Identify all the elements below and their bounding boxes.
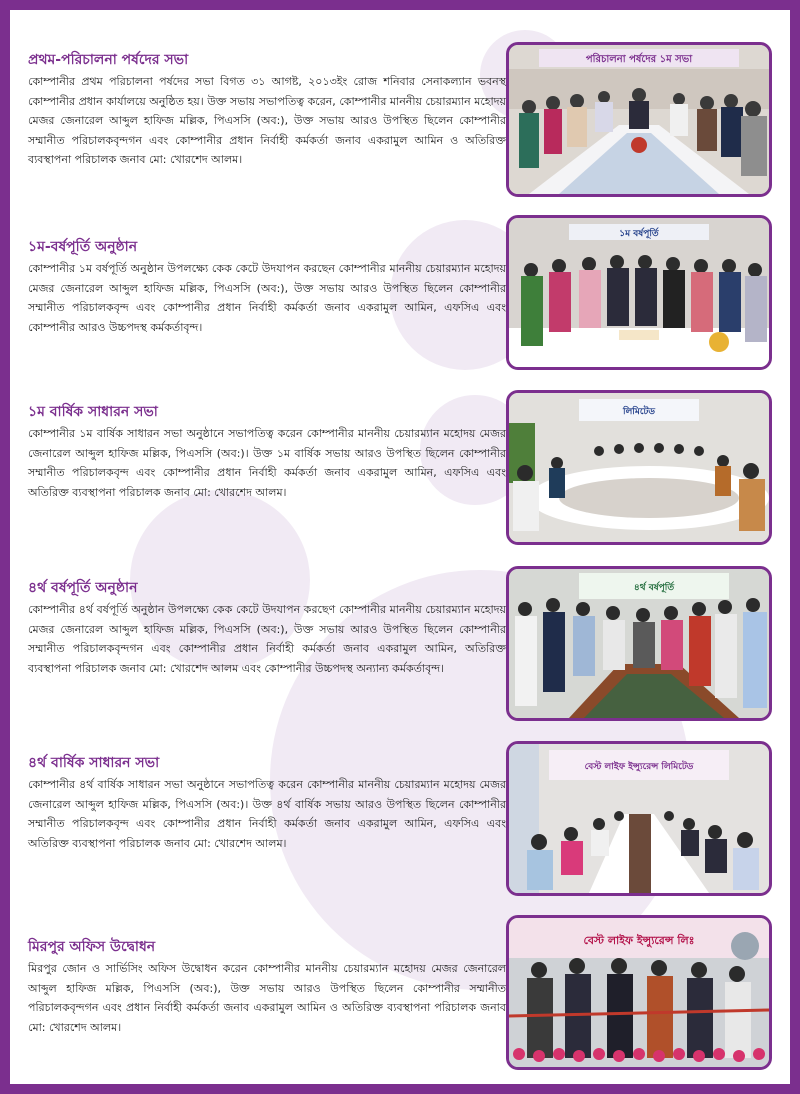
photo-banner-text: ১ম বর্ষপূর্তি — [619, 229, 659, 239]
news-section — [10, 741, 790, 901]
photo-banner-text: বেস্ট লাইফ ইন্স্যুরেন্স লিমিটেড — [584, 762, 694, 772]
anniversary-photo-illustration — [509, 569, 769, 718]
section-title: ১ম-বর্ষপূর্তি অনুষ্ঠান — [28, 239, 138, 255]
section-text — [28, 578, 506, 678]
section-title: প্রথম-পরিচালনা পর্ষদের সভা — [28, 52, 189, 68]
section-text — [28, 402, 506, 502]
section-body: কোম্পানীর ৪র্থ বার্ষিক সাধারন সভা অনুষ্ঠানে সভাপতিত্ব করেন কোম্পানীর মাননীয় চেয়ারম্যান মহোদয় মেজর জেনারেল আব্দুল হাফিজ মল্লিক, পিএসসি (অব:)। উক্ত ৪র্থ বার্ষিক সভায় আরও উপস্থিত ছিলেন কোম্পানীর সম্মানীত পরিচালকবৃন্দ এবং কোম্পানীর প্রধান নির্বাহী কর্মকর্তা জনাব একরামুল আমিন, এফসিএ এবং অতিরিক্ত ব্যবস্থাপনা পরিচালক জনাব মো: খোরশেদ আলম। — [28, 778, 506, 850]
section-title: ৪র্থ বার্ষিক সাধারন সভা — [28, 755, 160, 771]
section-text — [28, 237, 506, 337]
event-photo — [506, 915, 772, 1070]
section-title: ১ম বার্ষিক সাধারন সভা — [28, 404, 158, 420]
event-photo — [506, 741, 772, 896]
photo-banner-text: লিমিটেড — [623, 407, 655, 417]
agm-photo-illustration — [509, 393, 769, 542]
section-body: কোম্পানীর প্রথম পরিচালনা পর্ষদের সভা বিগত ৩১ আগষ্ট, ২০১৩ইং রোজ শনিবার সেনাকল্যান ভবনস্থ কোম্পানীর প্রধান কার্যালয়ে অনুষ্ঠিত হয়। উক্ত সভায় সভাপতিত্ব করেন, কোম্পানীর মাননীয় চেয়ারম্যান মহোদয় মেজর জেনারেল আব্দুল হাফিজ মল্লিক, পিএসসি (অব:), উক্ত সভায় আরও উপস্থিত ছিলেন কোম্পানীর সম্মানীত পরিচালকবৃন্দগন এবং কোম্পানীর প্রধান নির্বাহী কর্মকর্তা জনাব একরামুল আমিন ও অতিরিক্ত ব্যবস্থাপনা পরিচালক জনাব মো: খোরশেদ আলম। — [28, 75, 506, 167]
news-section — [10, 390, 790, 550]
section-body: মিরপুর জোন ও সার্ভিসিং অফিস উদ্বোধন করেন কোম্পানীর মাননীয় চেয়ারম্যান মহোদয় মেজর জেনারেল আব্দুল হাফিজ মল্লিক, পিএসসি (অব:), উক্ত সভায় আরও উপস্থিত ছিলেন কোম্পানীর সম্মানীত পরিচালকবৃন্দগন এবং প্রধান নির্বাহী কর্মকর্তা জনাব একরামুল আমিন ও অতিরিক্ত ব্যবস্থাপনা পরিচালক জনাব মো: খোরশেদ আলম। — [28, 962, 506, 1034]
section-body: কোম্পানীর ৪র্থ বর্ষপূর্তি অনুষ্ঠান উপলক্ষ্যে কেক কেটে উদযাপন করছেণ কোম্পানীর মাননীয় চেয়ারম্যান মহোদয় মেজর জেনারেল আব্দুল হাফিজ মল্লিক, পিএসসি (অব:), উক্ত সভায় আরও উপস্থিত ছিলেন কোম্পানীর সম্মানীত পরিচালকবৃন্দগন এবং কোম্পানীর প্রধান নির্বাহী কর্মকর্তা জনাব একরামুল আমিন, অতিরিক্ত ব্যবস্থাপনা পরিচালক জনাব মো: খোরশেদ আলম এবং কোম্পানীর উচ্চপদস্থ অন্যান্য কর্মকর্তাবৃন্দ। — [28, 603, 506, 675]
section-text — [28, 937, 506, 1037]
document-page — [10, 10, 790, 1084]
photo-banner-text: পরিচালনা পর্ষদের ১ম সভা — [585, 54, 693, 65]
section-body: কোম্পানীর ১ম বার্ষিক সাধারন সভা অনুষ্ঠানে সভাপতিত্ব করেন কোম্পানীর মাননীয় চেয়ারম্যান মহোদয় মেজর জেনারেল আব্দুল হাফিজ মল্লিক, পিএসসি (অব:)। উক্ত ১ম বার্ষিক সভায় আরও উপস্থিত ছিলেন কোম্পানীর সম্মানীত পরিচালকবৃন্দ এবং কোম্পানীর প্রধান নির্বাহী কর্মকর্তা জনাব একরামুল আমিন, এফসিএ এবং অতিরিক্ত ব্যবস্থাপনা পরিচালক জনাব মো: খোরশেদ আলম। — [28, 427, 506, 499]
meeting-photo-illustration — [509, 45, 769, 194]
news-section — [10, 915, 790, 1075]
section-title: মিরপুর অফিস উদ্বোধন — [28, 939, 156, 955]
section-text — [28, 50, 506, 170]
cake-cutting-photo-illustration — [509, 218, 769, 367]
photo-banner-text: বেস্ট লাইফ ইন্স্যুরেন্স লিঃ — [583, 934, 695, 947]
news-section — [10, 566, 790, 726]
event-photo — [506, 215, 772, 370]
news-section — [10, 42, 790, 202]
event-photo — [506, 566, 772, 721]
section-title: ৪র্থ বর্ষপূর্তি অনুষ্ঠান — [28, 580, 138, 596]
office-inauguration-photo-illustration — [509, 918, 769, 1067]
section-body: কোম্পানীর ১ম বর্ষপূর্তি অনুষ্ঠান উপলক্ষ্যে কেক কেটে উদযাপন করছেন কোম্পানীর মাননীয় চেয়ারম্যান মহোদয় মেজর জেনারেল আব্দুল হাফিজ মল্লিক, পিএসসি (অব:), উক্ত সভায় আরও উপস্থিত ছিলেন কোম্পানীর সম্মানীত পরিচালকবৃন্দ এবং কোম্পানীর প্রধান নির্বাহী কর্মকর্তা জনাব একরামুল আমিন, এফসিএ এবং কোম্পানীর আরও উচ্চপদস্থ কর্মকর্তাবৃন্দ। — [28, 262, 506, 334]
news-section — [10, 215, 790, 375]
fourth-agm-photo-illustration — [509, 744, 769, 893]
event-photo — [506, 390, 772, 545]
section-text — [28, 753, 506, 853]
event-photo — [506, 42, 772, 197]
photo-banner-text: ৪র্থ বর্ষপূর্তি — [633, 583, 675, 593]
